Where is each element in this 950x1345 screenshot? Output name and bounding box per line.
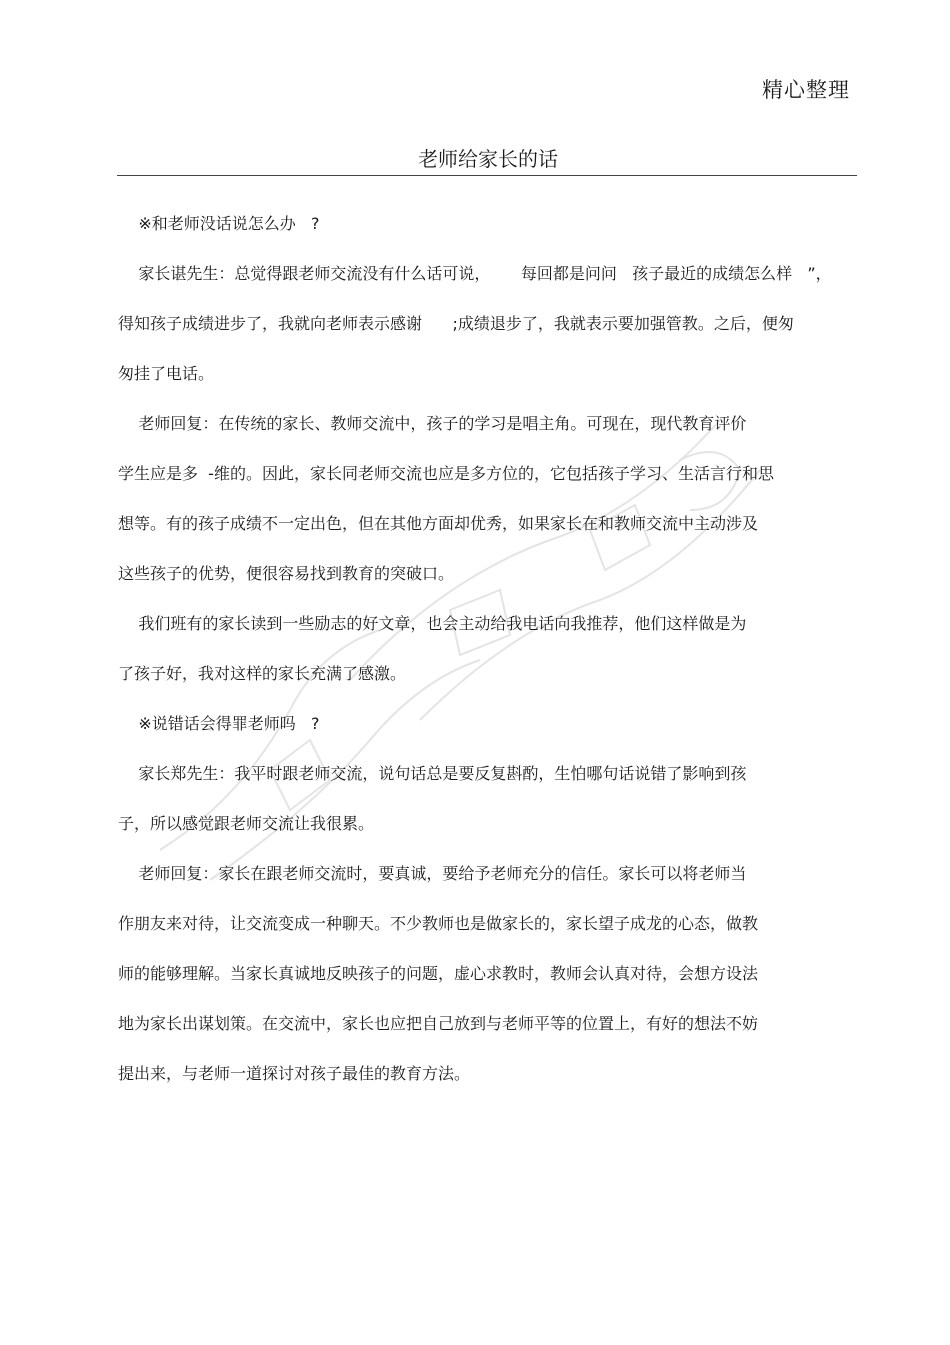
header-tag: 精心整理 <box>762 78 850 102</box>
paragraph-line: 子，所以感觉跟老师交流让我很累。 <box>118 814 375 833</box>
paragraph-line: 地为家长出谋划策。在交流中，家长也应把自己放到与老师平等的位置上，有好的想法不妨 <box>118 1014 759 1033</box>
paragraph-line: 我们班有的家长读到一些励志的好文章，也会主动给我电话向我推荐，他们这样做是为 <box>118 614 747 633</box>
paragraph-line: 家长郑先生：我平时跟老师交流，说句话总是要反复斟酌，生怕哪句话说错了影响到孩 <box>118 764 747 783</box>
paragraph-line: 想等。有的孩子成绩不一定出色，但在其他方面却优秀，如果家长在和教师交流中主动涉及 <box>118 514 759 533</box>
document-title: 老师给家长的话 <box>418 147 558 171</box>
paragraph-line: 这些孩子的优势，便很容易找到教育的突破口。 <box>118 564 455 583</box>
paragraph-line: 了孩子好，我对这样的家长充满了感激。 <box>118 664 407 683</box>
title-divider <box>117 175 857 176</box>
paragraph-line: 匆挂了电话。 <box>118 364 215 383</box>
paragraph-line: 老师回复：在传统的家长、教师交流中，孩子的学习是唱主角。可现在，现代教育评价 <box>118 414 747 433</box>
paragraph-line: 提出来，与老师一道探讨对孩子最佳的教育方法。 <box>118 1064 471 1083</box>
section-heading: ※说错话会得罪老师吗 ? <box>118 714 320 733</box>
paragraph-line: 老师回复：家长在跟老师交流时，要真诚，要给予老师充分的信任。家长可以将老师当 <box>118 864 747 883</box>
paragraph-line: 学生应是多 -维的。因此，家长同老师交流也应是多方位的，它包括孩子学习、生活言行和思 <box>118 464 774 483</box>
paragraph-line: 得知孩子成绩进步了，我就向老师表示感谢 ;成绩退步了，我就表示要加强管教。之后，便匆 <box>118 314 794 333</box>
paragraph-line: 家长谌先生：总觉得跟老师交流没有什么话可说， 每回都是问问 孩子最近的成绩怎么样 ”， <box>118 264 832 283</box>
paragraph-line: 师的能够理解。当家长真诚地反映孩子的问题，虚心求教时，教师会认真对待，会想方设法 <box>118 964 759 983</box>
paragraph-line: 作朋友来对待，让交流变成一种聊天。不少教师也是做家长的，家长望子成龙的心态，做教 <box>118 914 759 933</box>
section-heading: ※和老师没话说怎么办 ? <box>118 214 320 233</box>
